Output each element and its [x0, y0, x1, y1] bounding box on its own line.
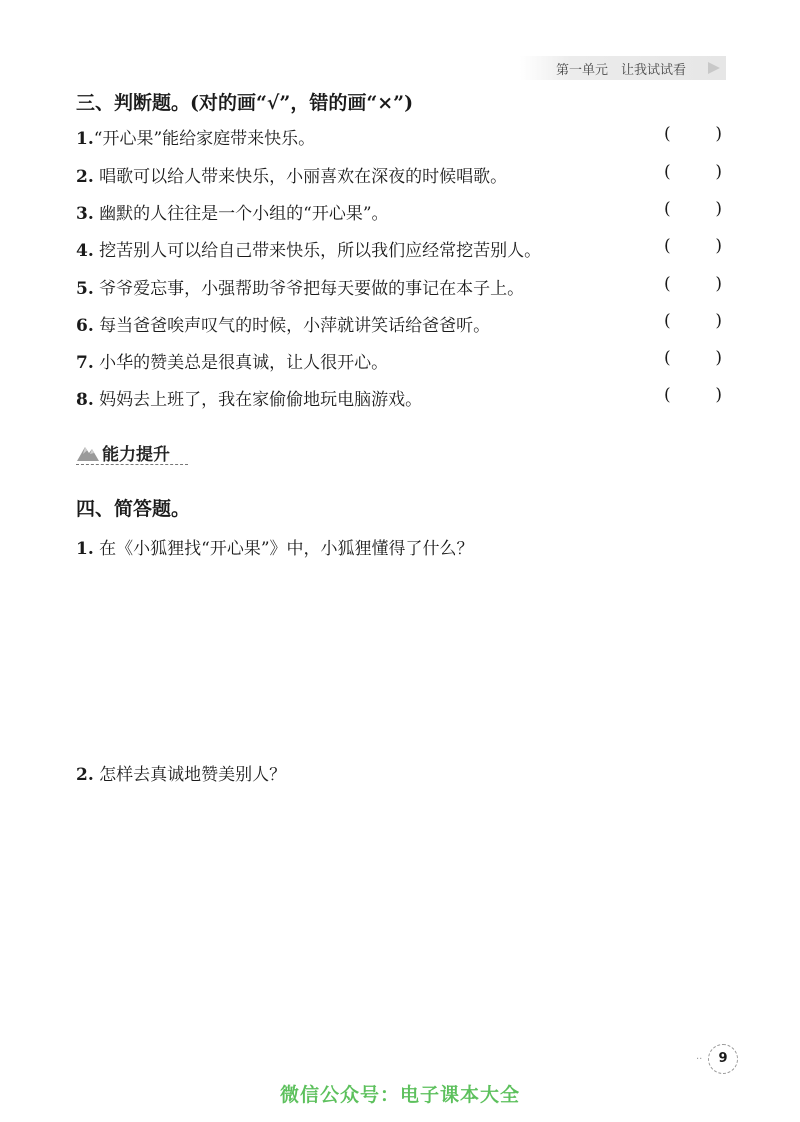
judge-question-4 [76, 236, 541, 261]
page-dots-icon: ·· [696, 1054, 703, 1065]
paren-close: ) [715, 348, 722, 368]
answer-blank-1[interactable] [664, 124, 722, 144]
short-answer-question-1 [76, 534, 474, 559]
section4-title: 四、简答题。 [76, 498, 191, 520]
question-text: “开心果”能给家庭带来快乐。 [93, 129, 316, 149]
question-text: 小华的赞美总是很真诚，让人很开心。 [99, 353, 389, 373]
question-number: 7. [76, 353, 94, 373]
watermark-text: 微信公众号：电子课本大全 [279, 1084, 520, 1106]
paren-open: ( [664, 124, 671, 144]
question-text: 爷爷爱忘事，小强帮助爷爷把每天要做的事记在本子上。 [99, 279, 525, 299]
chapter-header [520, 56, 726, 80]
judge-question-3 [76, 199, 389, 224]
page-number: 9 [708, 1044, 738, 1074]
answer-blank-8[interactable] [664, 385, 722, 405]
paren-open: ( [664, 348, 671, 368]
paren-open: ( [664, 236, 671, 256]
page-number-badge [696, 1042, 740, 1076]
judge-question-1 [76, 124, 315, 149]
paren-close: ) [715, 199, 722, 219]
answer-blank-5[interactable] [664, 274, 722, 294]
question-text: 怎样去真诚地赞美别人？ [99, 765, 287, 785]
paren-open: ( [664, 311, 671, 331]
answer-blank-7[interactable] [664, 348, 722, 368]
paren-open: ( [664, 274, 671, 294]
ability-section-badge [76, 440, 188, 466]
paren-close: ) [715, 274, 722, 294]
paren-open: ( [664, 385, 671, 405]
mountain-icon [76, 442, 100, 462]
question-text: 幽默的人往往是一个小组的“开心果”。 [99, 204, 389, 224]
judge-question-7 [76, 348, 388, 373]
question-number: 1. [76, 129, 94, 149]
question-number: 5. [76, 279, 94, 299]
question-number: 4. [76, 241, 94, 261]
question-text: 每当爸爸唉声叹气的时候，小萍就讲笑话给爸爸听。 [99, 316, 491, 336]
answer-blank-4[interactable] [664, 236, 722, 256]
question-number: 1. [76, 539, 94, 559]
badge-underline [76, 464, 188, 465]
question-text: 挖苦别人可以给自己带来快乐，所以我们应经常挖苦别人。 [99, 241, 542, 261]
paren-close: ) [715, 124, 722, 144]
answer-blank-2[interactable] [664, 162, 722, 182]
header-triangle-icon [708, 62, 720, 74]
answer-blank-3[interactable] [664, 199, 722, 219]
paren-open: ( [664, 162, 671, 182]
question-number: 2. [76, 765, 94, 785]
paren-close: ) [715, 162, 722, 182]
judge-question-5 [76, 274, 524, 299]
paren-open: ( [664, 199, 671, 219]
question-number: 3. [76, 204, 94, 224]
paren-close: ) [715, 236, 722, 256]
answer-blank-6[interactable] [664, 311, 722, 331]
short-answer-question-2 [76, 760, 286, 785]
paren-close: ) [715, 311, 722, 331]
judge-question-2 [76, 162, 507, 187]
judge-question-6 [76, 311, 490, 336]
chapter-title: 第一单元 让我试试看 [556, 63, 687, 78]
judge-question-8 [76, 385, 422, 410]
question-number: 6. [76, 316, 94, 336]
question-text: 唱歌可以给人带来快乐，小丽喜欢在深夜的时候唱歌。 [99, 167, 508, 187]
question-text: 妈妈去上班了，我在家偷偷地玩电脑游戏。 [99, 390, 423, 410]
section3-title: 三、判断题。(对的画“√”，错的画“×”) [76, 92, 414, 114]
ability-label: 能力提升 [102, 445, 170, 465]
question-text: 在《小狐狸找“开心果”》中，小狐狸懂得了什么？ [99, 539, 474, 559]
paren-close: ) [715, 385, 722, 405]
question-number: 8. [76, 390, 94, 410]
question-number: 2. [76, 167, 94, 187]
